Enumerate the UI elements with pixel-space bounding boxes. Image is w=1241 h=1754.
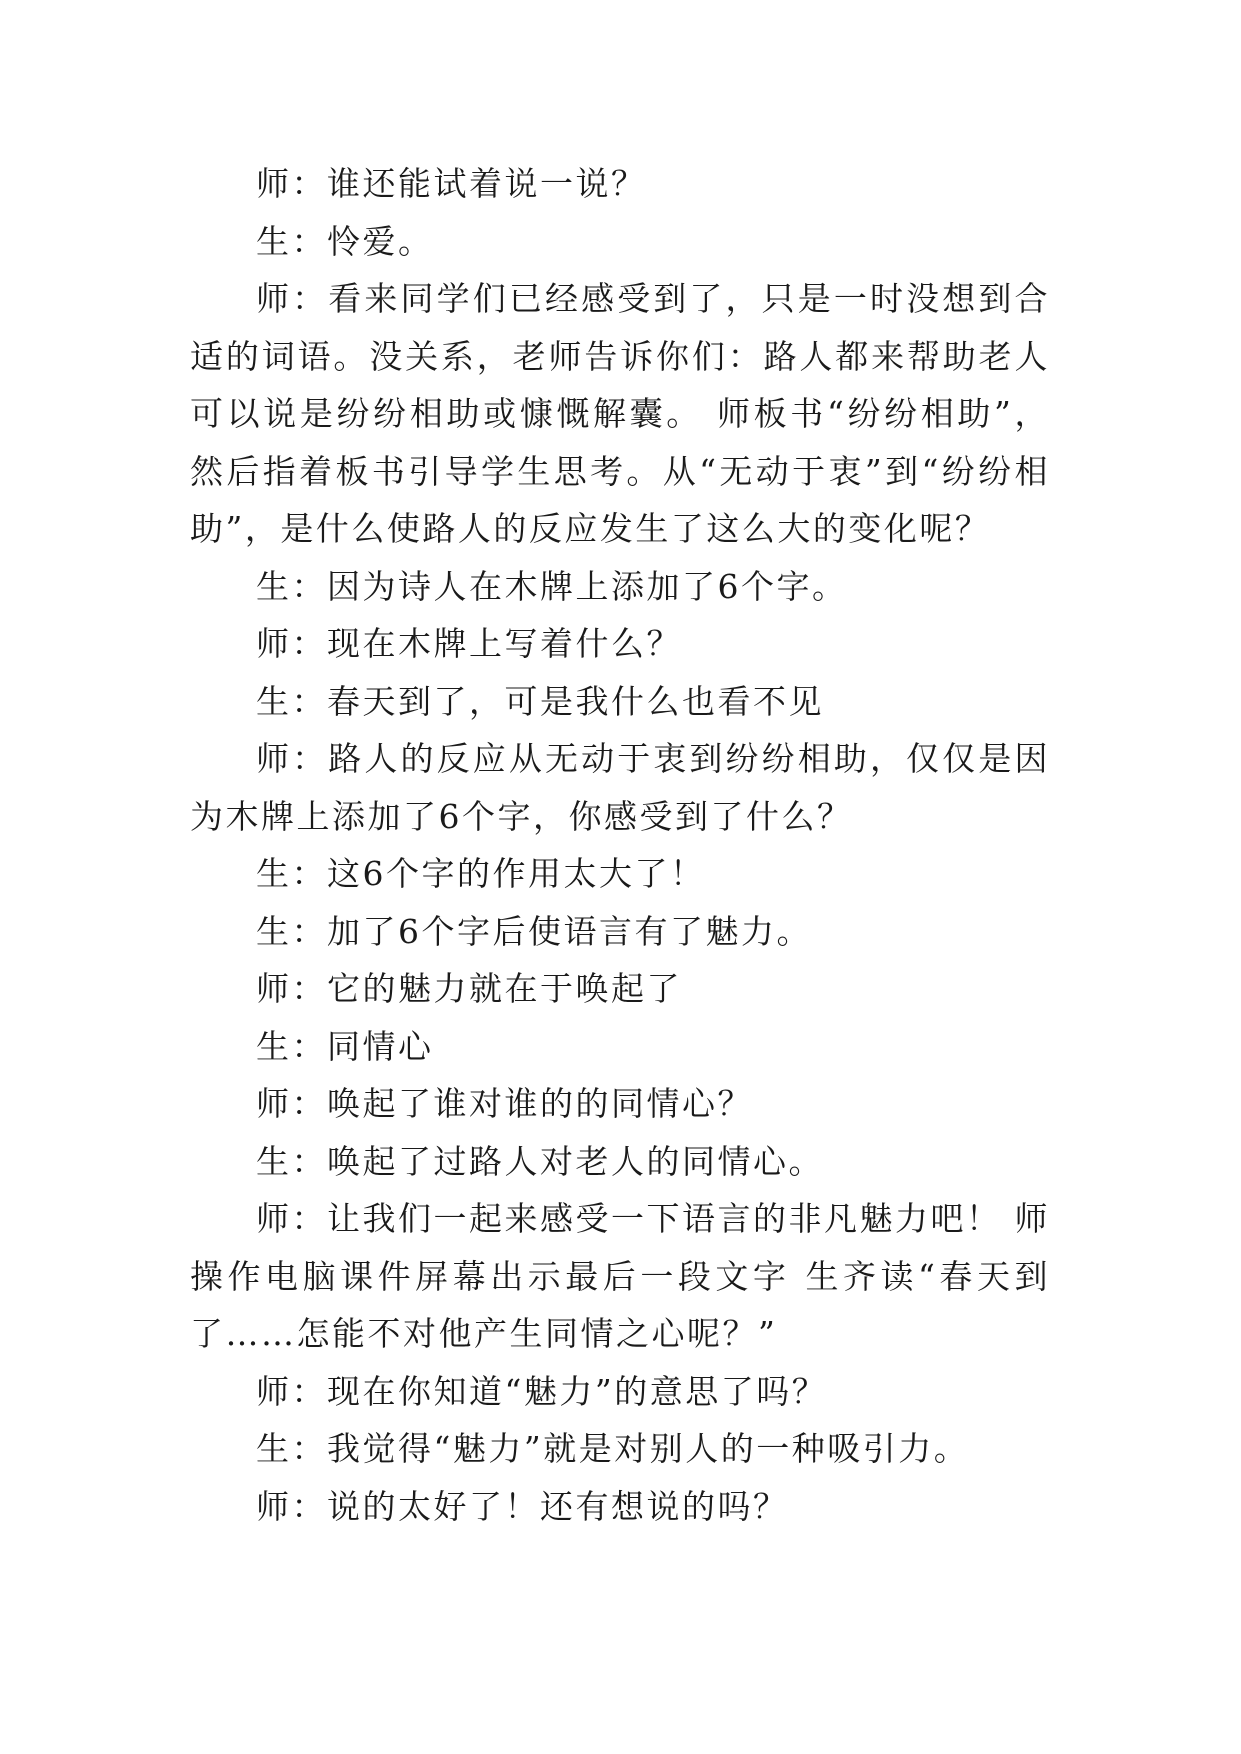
paragraph-12: 师：唤起了谁对谁的的同情心？ <box>256 1084 753 1123</box>
paragraph-2: 生：怜爱。 <box>256 221 434 261</box>
dialogue-text <box>190 155 1050 1535</box>
paragraph-7: 师：路人的反应从无动于衷到纷纷相助，仅仅是因为木牌上添加了6个字，你感受到了什么？ <box>190 739 1050 836</box>
paragraph-5: 师：现在木牌上写着什么？ <box>256 624 682 663</box>
paragraph-4: 生：因为诗人在木牌上添加了6个字。 <box>256 566 848 606</box>
paragraph-14: 师：让我们一起来感受一下语言的非凡魅力吧！ 师操作电脑课件屏幕出示最后一段文字 生齐读“春天到了……怎能不对他产生同情之心呢？” <box>190 1199 1050 1353</box>
paragraph-11: 生：同情心 <box>256 1026 434 1066</box>
paragraph-3: 师：看来同学们已经感受到了，只是一时没想到合适的词语。没关系，老师告诉你们：路人都来帮助老人可以说是纷纷相助或慷慨解囊。 师板书“纷纷相助”，然后指着板书引导学生思考。从“无动于衷”到“纷纷相助”，是什么使路人的反应发生了这么大的变化呢？ <box>190 279 1050 548</box>
paragraph-1: 师：谁还能试着说一说？ <box>256 164 647 203</box>
paragraph-10: 师：它的魅力就在于唤起了 <box>256 969 682 1008</box>
paragraph-15: 师：现在你知道“魅力”的意思了吗？ <box>256 1371 828 1411</box>
paragraph-6: 生：春天到了，可是我什么也看不见 <box>256 681 824 721</box>
paragraph-9: 生：加了6个字后使语言有了魅力。 <box>256 911 812 951</box>
paragraph-13: 生：唤起了过路人对老人的同情心。 <box>256 1141 824 1181</box>
paragraph-17: 师：说的太好了！还有想说的吗？ <box>256 1486 789 1526</box>
paragraph-16: 生：我觉得“魅力”就是对别人的一种吸引力。 <box>256 1429 970 1468</box>
paragraph-8: 生：这6个字的作用太大了！ <box>256 854 706 893</box>
